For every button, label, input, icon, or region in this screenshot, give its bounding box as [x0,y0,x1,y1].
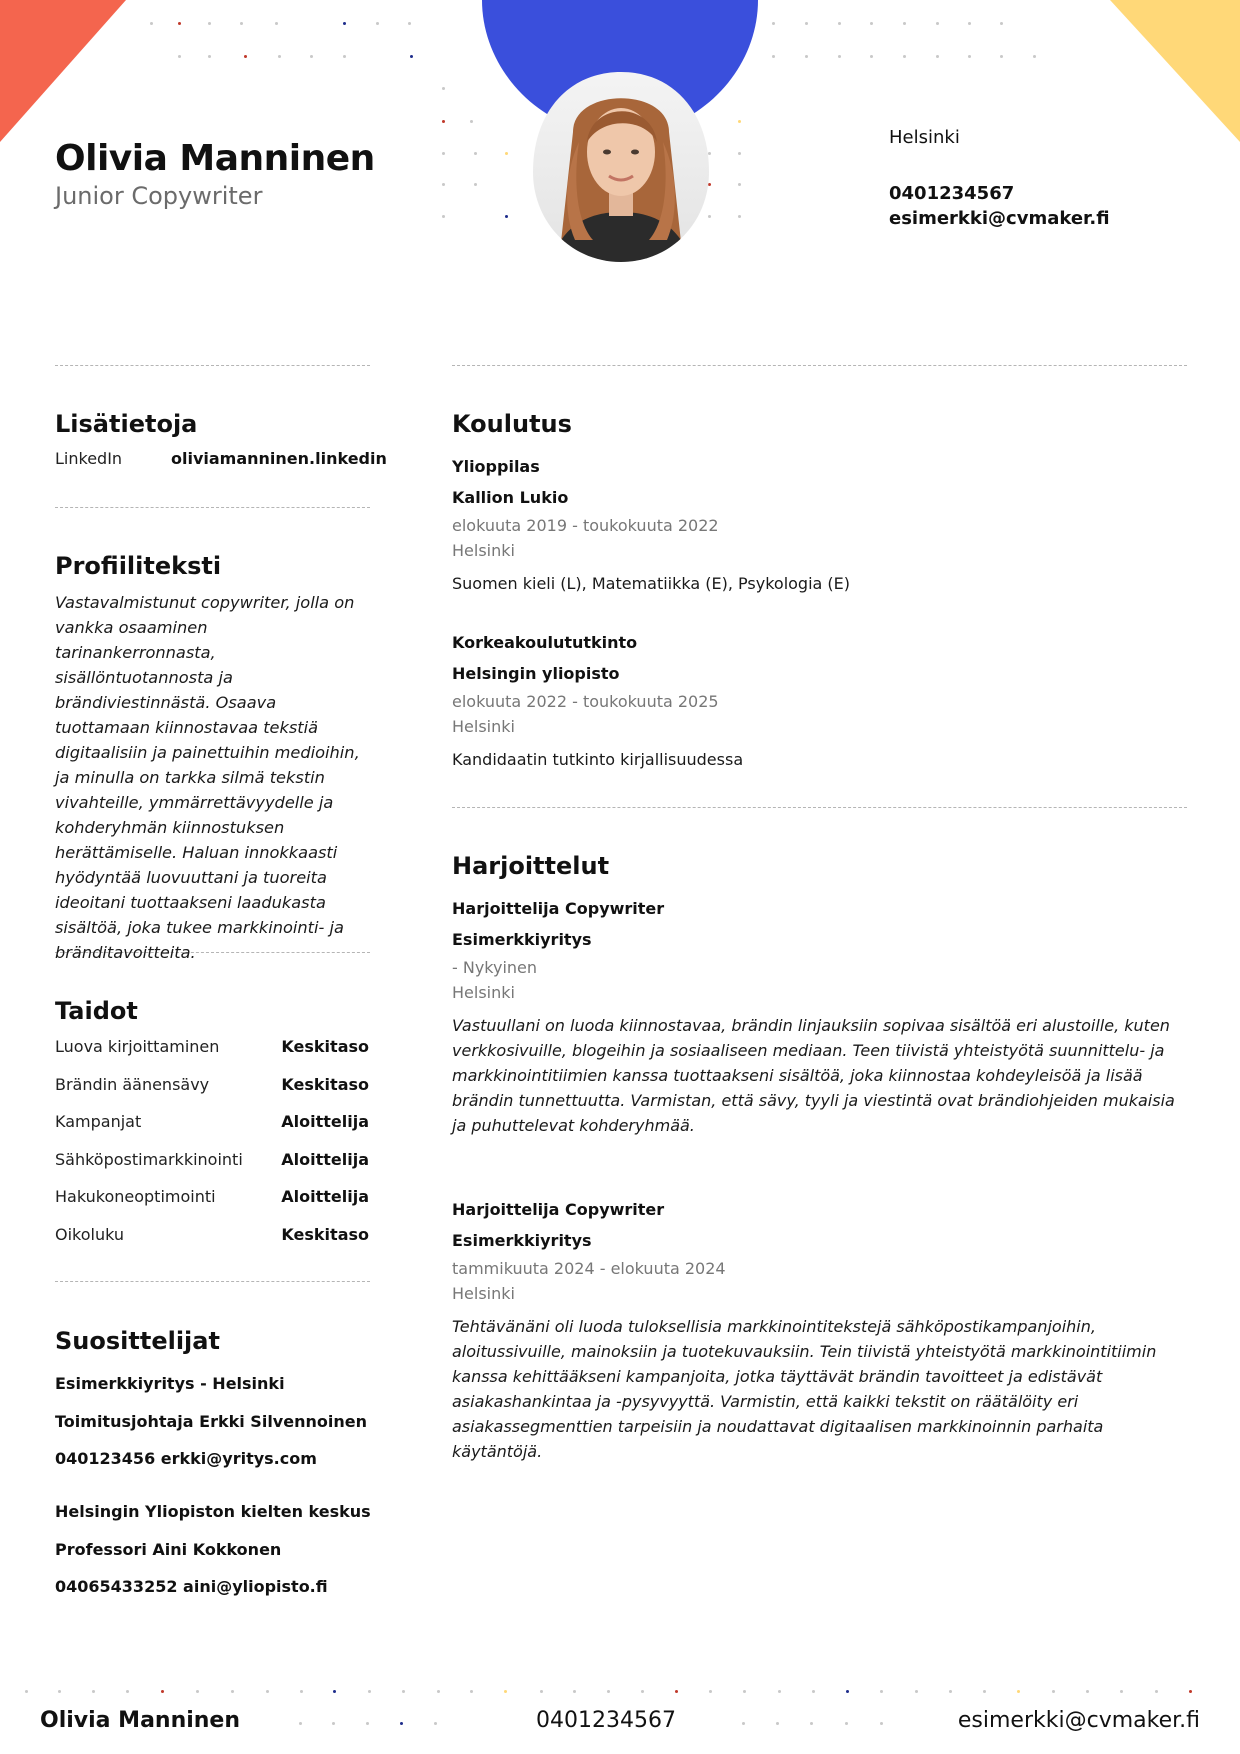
divider [452,365,1187,366]
internship-company: Esimerkkiyritys [452,930,592,949]
reference-person: Toimitusjohtaja Erkki Silvennoinen [55,1412,367,1431]
skill-name: Hakukoneoptimointi [55,1187,216,1206]
skill-name: Sähköpostimarkkinointi [55,1150,243,1169]
section-heading-skills: Taidot [55,997,138,1025]
internship-dates: - Nykyinen [452,958,538,977]
reference-org: Helsingin Yliopiston kielten keskus [55,1502,371,1521]
footer-phone: 0401234567 [536,1708,676,1733]
education-degree: Korkeakoulututkinto [452,633,638,652]
footer-email[interactable]: esimerkki@cvmaker.fi [957,1708,1200,1733]
internship-city: Helsinki [452,1284,515,1303]
yellow-corner-shape [1110,0,1240,145]
skill-level: Keskitaso [281,1225,369,1244]
section-heading-education: Koulutus [452,410,572,438]
skill-level: Aloittelija [281,1112,369,1131]
section-heading-profile: Profiiliteksti [55,552,222,580]
education-dates: elokuuta 2019 - toukokuuta 2022 [452,516,719,535]
internship-description: Vastuullani on luoda kiinnostavaa, brändin linjauksiin sopivaa sisältöä eri alustoille, kuten verkkosivuille, blogeihin ja sosiaaliseen mediaan. Teen tiivistä yhteistyötä suunnittelu- ja markkinointitiimien kanssa tuottaakseni sisältöä, joka kiinnostaa kohdeyleisöä ja lisää brändin tunnettuutta. Varmistan, että sävy, tyyli ja viestintä ovat brändiohjeiden mukaisia ja puhuttelevat kohderyhmää. [452,1016,1175,1135]
skill-level: Aloittelija [281,1150,369,1169]
linkedin-value[interactable]: oliviamanninen.linkedin [171,449,387,468]
job-title: Junior Copywriter [55,182,263,210]
education-details: Kandidaatin tutkinto kirjallisuudessa [452,750,744,769]
internship-title: Harjoittelija Copywriter [452,1200,665,1219]
skill-name: Luova kirjoittaminen [55,1037,220,1056]
internship-description: Tehtävänäni oli luoda tuloksellisia markkinointitekstejä sähköpostikampanjoihin, aloitussivuille, mainoksiin ja tuotekuvauksiin. Tein tiivistä yhteistyötä markkinointitiimin kanssa kehittääkseni kampanjoita, jotka täyttävät brändin tavoitteet ja edistävät asiakashankintaa ja -pysyvyyttä. Varmistin, että kaikki tekstit on räätälöity eri asiakassegmenttien tarpeisiin ja noudattavat digitaalisen markkinoinnin parhaita käytäntöjä. [452,1317,1157,1461]
divider [55,1281,370,1282]
education-dates: elokuuta 2022 - toukokuuta 2025 [452,692,719,711]
reference-contact: 04065433252 aini@yliopisto.fi [55,1577,328,1596]
contact-phone: 0401234567 [889,183,1015,204]
skill-level: Keskitaso [281,1037,369,1056]
education-details: Suomen kieli (L), Matematiikka (E), Psykologia (E) [452,574,851,593]
reference-contact: 040123456 erkki@yritys.com [55,1449,317,1468]
education-school: Kallion Lukio [452,488,569,507]
contact-city: Helsinki [889,127,960,148]
contact-email[interactable]: esimerkki@cvmaker.fi [889,208,1110,229]
education-degree: Ylioppilas [452,457,540,476]
education-city: Helsinki [452,541,515,560]
education-entry [452,451,1192,596]
divider [55,365,370,366]
reference-org: Esimerkkiyritys - Helsinki [55,1374,285,1393]
education-city: Helsinki [452,717,515,736]
footer-name: Olivia Manninen [40,1708,241,1733]
dot-pattern-top-left [0,0,460,70]
dot-pattern-top-right [760,0,1100,70]
divider [452,807,1187,808]
divider [55,507,370,508]
section-heading-references: Suosittelijat [55,1327,220,1355]
internship-company: Esimerkkiyritys [452,1231,592,1250]
education-school: Helsingin yliopisto [452,664,620,683]
candidate-name: Olivia Manninen [55,138,375,179]
skill-name: Kampanjat [55,1112,142,1131]
internship-title: Harjoittelija Copywriter [452,899,665,918]
internship-dates: tammikuuta 2024 - elokuuta 2024 [452,1259,726,1278]
education-entry [452,627,1192,772]
section-heading-internships: Harjoittelut [452,852,610,880]
avatar [533,72,709,262]
skill-level: Aloittelija [281,1187,369,1206]
profile-text: Vastavalmistunut copywriter, jolla on vankka osaaminen tarinankerronnasta, sisällöntuotannosta ja brändiviestinnästä. Osaava tuottamaan kiinnostavaa tekstiä digitaalisiin ja painettuihin medioihin, ja minulla on tarkka silmä tekstin vivahteille, ymmärrettävyydelle ja kohderyhmän kiinnostuksen herättämiselle. Haluan innokkaasti hyödyntää luovuuttani ja tuoreita ideoitani tuottaakseni laadukasta sisältöä, joka tukee markkinointi- ja bränditavoitteita. [55,593,360,962]
skill-level: Keskitaso [281,1075,369,1094]
section-heading-extra: Lisätietoja [55,410,198,438]
internship-city: Helsinki [452,983,515,1002]
linkedin-label: LinkedIn [55,449,123,468]
reference-person: Professori Aini Kokkonen [55,1540,282,1559]
skill-name: Oikoluku [55,1225,125,1244]
internship-entry [452,1194,1192,1464]
skill-name: Brändin äänensävy [55,1075,210,1094]
internship-entry [452,893,1192,1138]
